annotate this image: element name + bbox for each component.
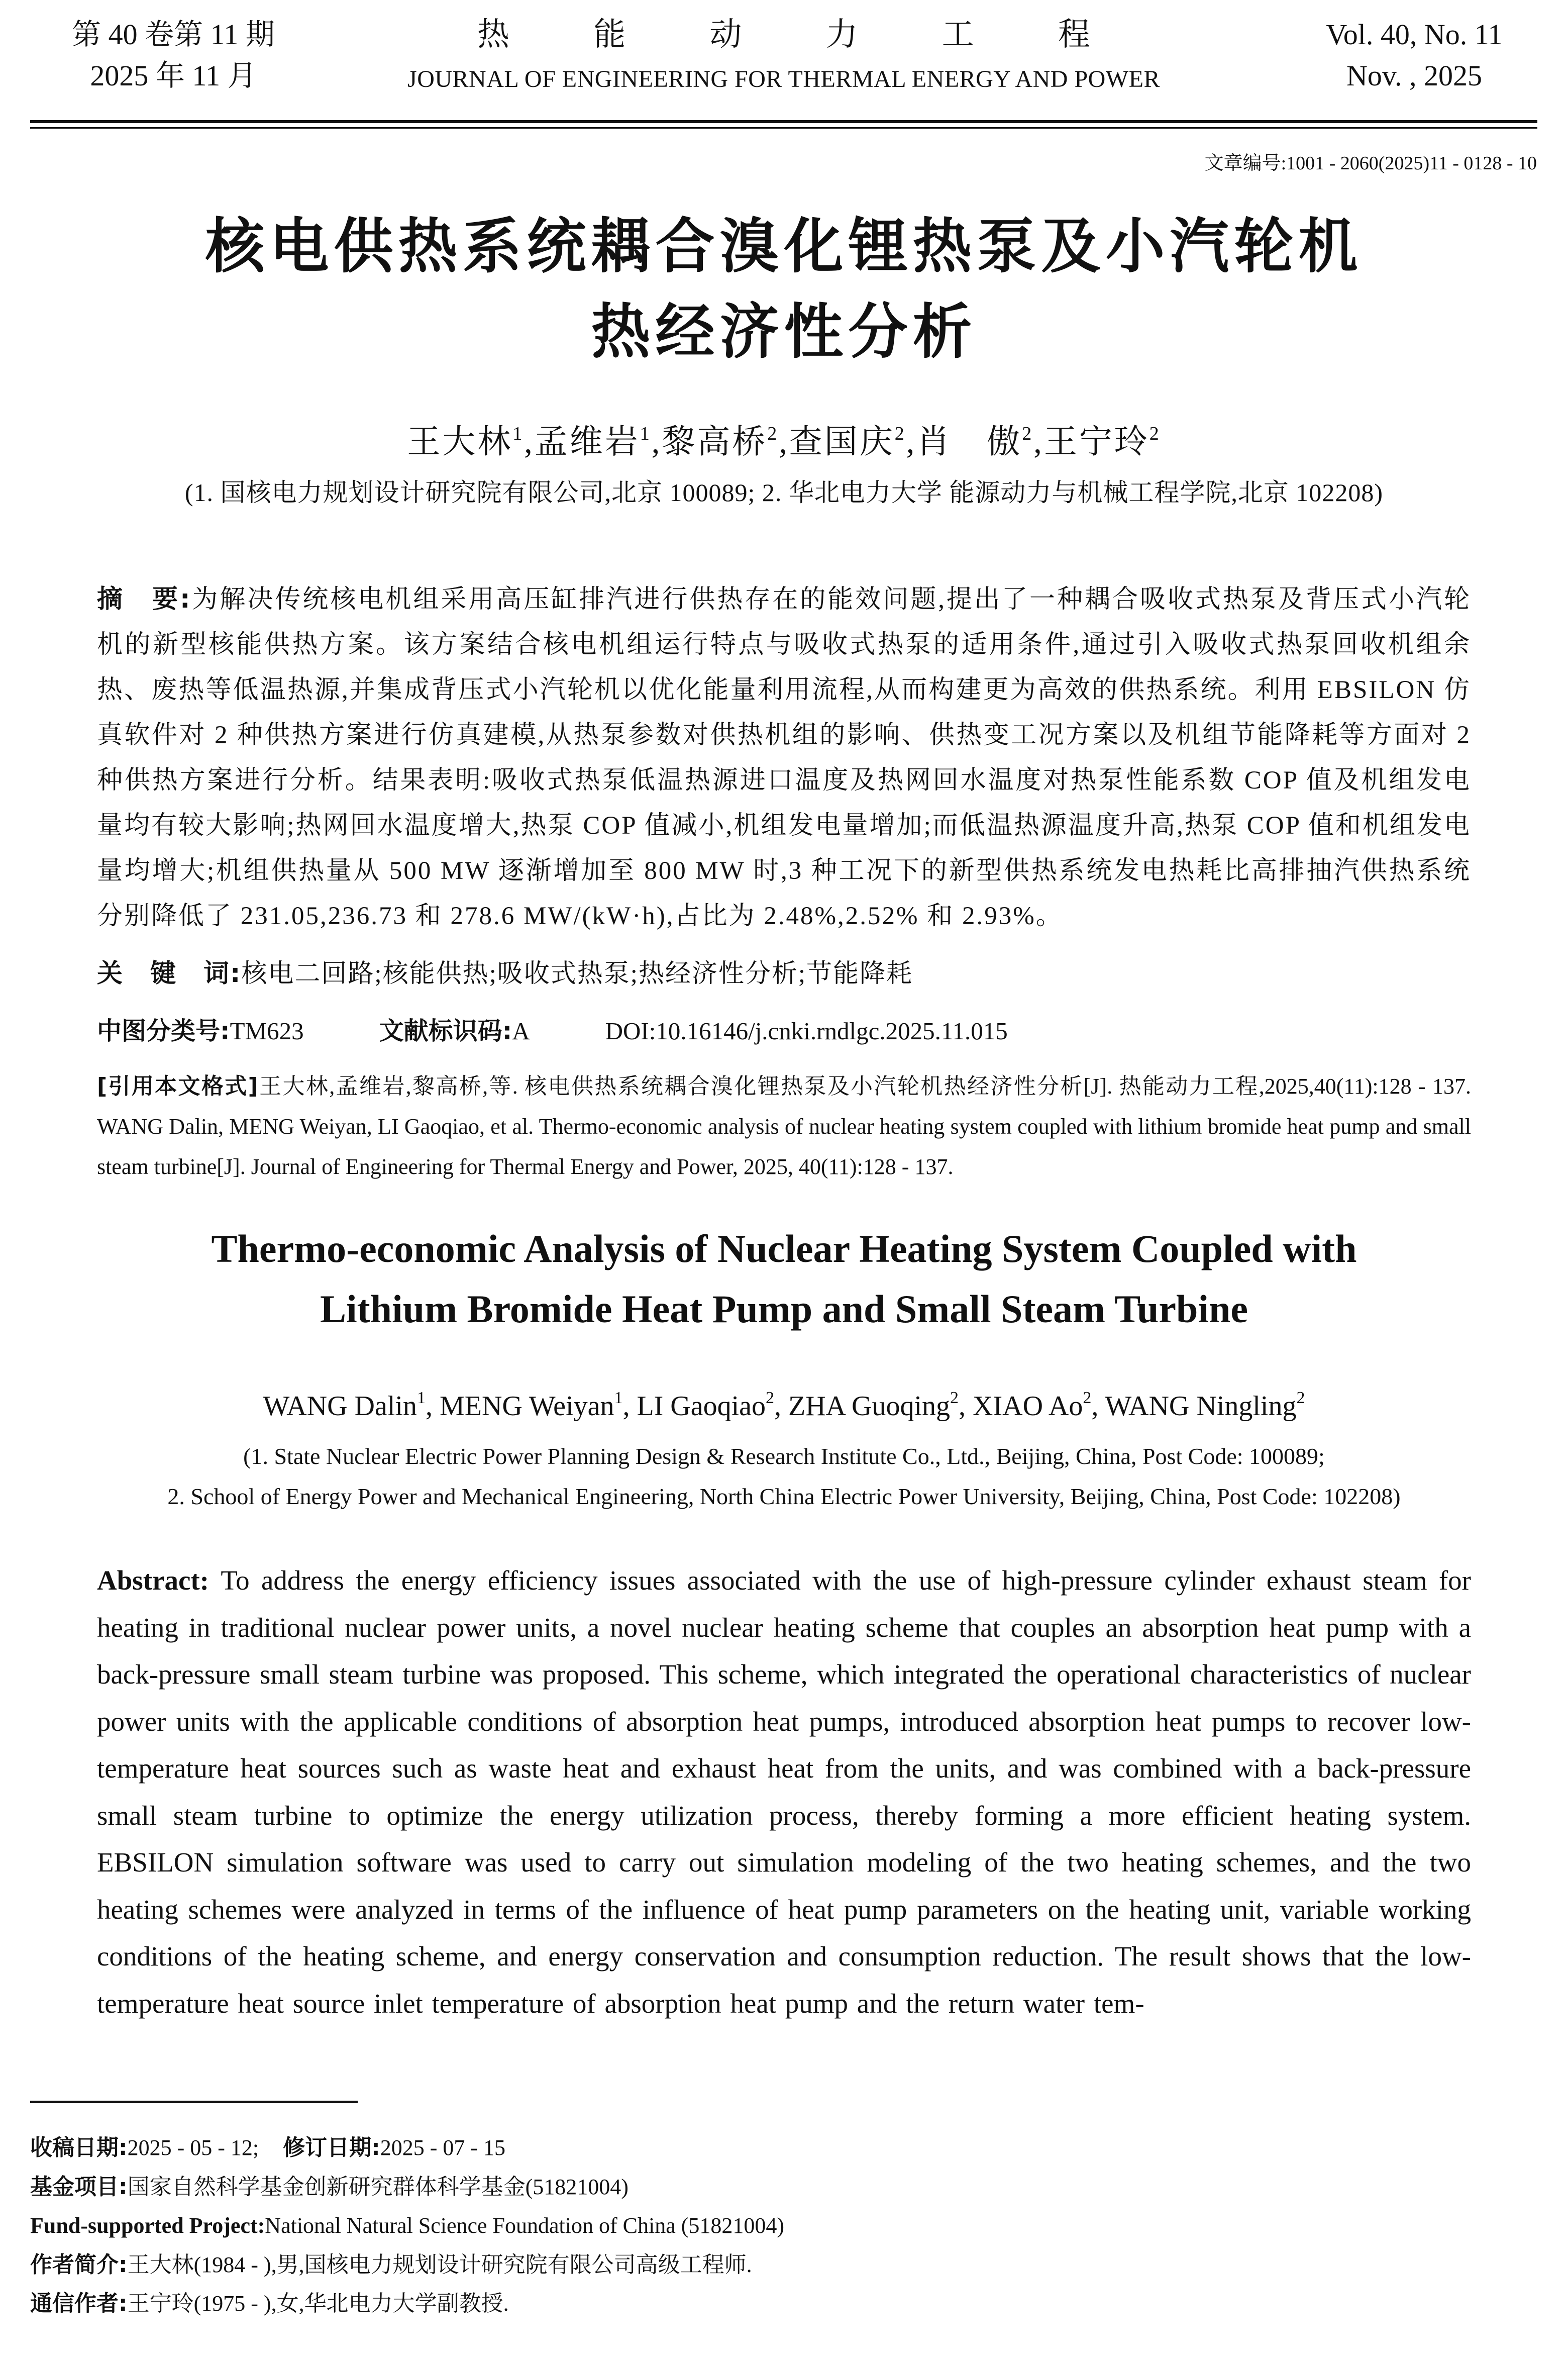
author-separator: ,: [1091, 1391, 1105, 1422]
doi-value[interactable]: 10.16146/j.cnki.rndlgc.2025.11.015: [656, 1017, 1008, 1045]
author-affiliation-mark: 2: [894, 423, 906, 444]
footnote-dates: [30, 2128, 1487, 2168]
doi-label: DOI:: [605, 1017, 656, 1045]
affiliation-en-2: 2. School of Energy Power and Mechanical Engineering, North China Electric Power University, Beijing, China, Post Code: 102208): [167, 1484, 1401, 1509]
author: [916, 424, 1033, 460]
document-code: [379, 1011, 530, 1051]
author-name: 肖 傲: [916, 424, 1022, 460]
journal-char: 工: [942, 17, 974, 52]
doi[interactable]: [605, 1011, 1008, 1051]
author-affiliation-mark: 2: [1022, 423, 1034, 444]
date-cn: 2025 年 11 月: [90, 59, 257, 92]
authors-cn: [0, 420, 1568, 465]
fund-cn-label: 基金项目:: [30, 2174, 128, 2200]
title-cn-line: 核电供热系统耦合溴化锂热泵及小汽轮机: [205, 212, 1363, 281]
author: [1105, 1391, 1305, 1422]
author-name: MENG Weiyan: [439, 1391, 614, 1422]
fund-cn-value: 国家自然科学基金创新研究群体科学基金(51821004): [127, 2174, 629, 2199]
bio-value: 王大林(1984 - ),男,国核电力规划设计研究院有限公司高级工程师.: [127, 2252, 752, 2277]
author-affiliation-mark: 1: [614, 1389, 623, 1407]
author-name: 查国庆: [789, 424, 895, 460]
received-label: 收稿日期:: [30, 2135, 128, 2160]
abstract-cn-text: 为解决传统核电机组采用高压缸排汽进行供热存在的能效问题,提出了一种耦合吸收式热泵及背压式小汽轮机的新型核能供热方案。该方案结合核电机组运行特点与吸收式热泵的适用条件,通过引入吸收式热泵回收机组余热、废热等低温热源,并集成背压式小汽轮机以优化能量利用流程,从而构建更为高效的供热系统。利用 EBSILON 仿真软件对 2 种供热方案进行仿真建模,从热泵参数对供热机组的影响、供热变工况方案以及机组节能降耗等方面对 2 种供热方案进行分析。结果表明:吸收式热泵低温热源进口温度及热网回水温度对热泵性能系数 COP 值及机组发电量均有较大影响;热网回水温度增大,热泵 COP 值减小,机组发电量增加;而低温热源温度升高,热泵 COP 值和机组发电量均增大;机组供热量从 500 MW 逐渐增加至 800 MW 时,3 种工况下的新型供热系统发电热耗比高排抽汽供热系统分别降低了 231.05,236.73 和 278.6 MW/(kW·h),占比为 2.48%,2.52% 和 2.93%。: [97, 585, 1471, 930]
affiliations-en: [0, 1436, 1568, 1517]
author-affiliation-mark: 2: [1149, 423, 1161, 444]
date-en: Nov. , 2025: [1346, 59, 1483, 92]
footnote-author-bio: [30, 2245, 1487, 2285]
author-separator: ,: [774, 1391, 789, 1422]
keywords-cn: [97, 954, 1471, 994]
author-separator: ,: [1033, 424, 1044, 460]
author-separator: ,: [651, 424, 662, 460]
author-name: 孟维岩: [534, 424, 640, 460]
title-en-line: Thermo-economic Analysis of Nuclear Heating System Coupled with: [211, 1227, 1357, 1270]
author-name: 王大林: [407, 424, 513, 460]
abstract-cn: [97, 577, 1471, 939]
author-name: WANG Ningling: [1105, 1391, 1297, 1422]
citation-label: [引用本文格式]: [97, 1073, 258, 1099]
revised-label: 修订日期:: [283, 2135, 380, 2160]
journal-char: 动: [709, 17, 742, 52]
author-affiliation-mark: 2: [766, 1389, 775, 1407]
author-separator: ,: [524, 424, 535, 460]
authors-en: [0, 1386, 1568, 1426]
title-en: [0, 1219, 1568, 1339]
journal-char: 能: [593, 17, 626, 52]
fund-en-label: Fund-supported Project:: [30, 2213, 265, 2238]
title-en-line: Lithium Bromide Heat Pump and Small Steam Turbine: [320, 1287, 1248, 1331]
clc-number: [97, 1011, 304, 1051]
footnote-fund-en: [30, 2206, 1487, 2245]
citation-format: [97, 1066, 1471, 1187]
fund-en-value: National Natural Science Foundation of China (51821004): [265, 2213, 785, 2238]
author: [407, 424, 524, 460]
author-affiliation-mark: 1: [640, 423, 652, 444]
corresponding-value: 王宁玲(1975 - ),女,华北电力大学副教授.: [127, 2291, 509, 2316]
affiliations-cn: (1. 国核电力规划设计研究院有限公司,北京 100089; 2. 华北电力大学 能源动力与机械工程学院,北京 102208): [184, 478, 1384, 507]
author-name: 王宁玲: [1043, 424, 1149, 460]
keywords-cn-text: 核电二回路;核能供热;吸收式热泵;热经济性分析;节能降耗: [241, 960, 913, 988]
footnotes: [30, 2128, 1487, 2323]
journal-name-en: JOURNAL OF ENGINEERING FOR THERMAL ENERGY AND POWER: [407, 66, 1160, 92]
title-cn: [0, 204, 1568, 374]
author-separator: ,: [425, 1391, 440, 1422]
doc-code-value: A: [512, 1017, 530, 1045]
author: [1044, 424, 1161, 460]
doc-code-label: 文献标识码:: [379, 1017, 512, 1045]
author-name: LI Gaoqiao: [637, 1391, 766, 1422]
author-affiliation-mark: 2: [1083, 1389, 1092, 1407]
issue-info-en: [1296, 14, 1532, 96]
affiliation-en-1: (1. State Nuclear Electric Power Planning Design & Research Institute Co., Ltd., Beijing, China, Post Code: 100089;: [243, 1443, 1325, 1469]
citation-text: 王大林,孟维岩,黎高桥,等. 核电供热系统耦合溴化锂热泵及小汽轮机热经济性分析[J]. 热能动力工程,2025,40(11):128 - 137. WANG Dalin, MENG Weiyan, LI Gaoqiao, et al. Thermo-economic analysis of nuclear heating system coupled with lithium bromide heat pump and small steam turbine[J]. Journal of Engineering for Thermal Energy and Power, 2025, 40(11):128 - 137.: [97, 1074, 1472, 1179]
author-separator: ,: [779, 424, 789, 460]
author: [535, 424, 652, 460]
header-rule-thin: [30, 127, 1537, 129]
author-separator: ,: [622, 1391, 637, 1422]
author-name: ZHA Guoqing: [788, 1391, 951, 1422]
revised-date: 2025 - 07 - 15: [380, 2135, 506, 2160]
corresponding-label: 通信作者:: [30, 2291, 128, 2316]
footnote-corresponding: [30, 2284, 1487, 2323]
journal-name-cn: [382, 14, 1186, 55]
journal-char: 力: [825, 17, 858, 52]
author: [789, 424, 906, 460]
article-number: 文章编号:1001 - 2060(2025)11 - 0128 - 10: [1204, 153, 1537, 174]
journal-char: 热: [477, 17, 509, 52]
author: [788, 1391, 959, 1422]
clc-value: TM623: [230, 1017, 304, 1045]
author-affiliation-mark: 2: [1296, 1389, 1305, 1407]
bio-label: 作者简介:: [30, 2251, 128, 2278]
abstract-en-label: Abstract:: [97, 1565, 209, 1596]
author-affiliation-mark: 1: [416, 1389, 426, 1407]
author-affiliation-mark: 2: [950, 1389, 959, 1407]
author-separator: ,: [906, 424, 917, 460]
author-name: XIAO Ao: [973, 1391, 1083, 1422]
author: [973, 1391, 1091, 1422]
abstract-en-text: To address the energy efficiency issues associated with the use of high-pressure cylinder exhaust steam for heating in traditional nuclear power units, a novel nuclear heating scheme that couples an absorption heat pump with a back-pressure small steam turbine was proposed. This scheme, which integrated the operational characteristics of nuclear power units with the applicable conditions of absorption heat pumps, introduced absorption heat pumps to recover low-temperature heat sources such as waste heat and exhaust heat from the units, and was combined with a back-pressure small steam turbine to optimize the energy utilization process, thereby forming a more efficient heating system. EBSILON simulation software was used to carry out simulation modeling of the two heating schemes, and the two heating schemes were analyzed in terms of the influence of heat pump parameters on the heating unit, variable working conditions of the heating scheme, and energy conservation and consumption reduction. The result shows that the low-temperature heat source inlet temperature of absorption heat pump and the return water tem-: [97, 1565, 1471, 2019]
classification-row: [97, 1011, 1471, 1051]
footnote-fund-cn: [30, 2168, 1487, 2207]
author: [440, 1391, 623, 1422]
author-name: 黎高桥: [662, 424, 768, 460]
author: [662, 424, 779, 460]
title-cn-line: 热经济性分析: [591, 297, 977, 366]
author-affiliation-mark: 1: [512, 423, 525, 444]
issue-info-cn: [55, 14, 291, 96]
author: [263, 1391, 426, 1422]
author-affiliation-mark: 2: [767, 423, 779, 444]
keywords-cn-label: 关 键 词:: [97, 959, 242, 989]
header-rule-thick: [30, 120, 1537, 123]
footnote-rule: [30, 2101, 358, 2103]
author: [637, 1391, 774, 1422]
volume-issue-cn: 第 40 卷第 11 期: [72, 18, 275, 51]
volume-issue-en: Vol. 40, No. 11: [1326, 18, 1503, 51]
abstract-cn-label: 摘 要:: [97, 584, 192, 614]
clc-label: 中图分类号:: [97, 1017, 230, 1045]
author-separator: ,: [959, 1391, 973, 1422]
received-date: 2025 - 05 - 12;: [127, 2135, 259, 2160]
author-name: WANG Dalin: [263, 1391, 417, 1422]
abstract-en: [97, 1557, 1471, 2027]
journal-char: 程: [1058, 17, 1090, 52]
